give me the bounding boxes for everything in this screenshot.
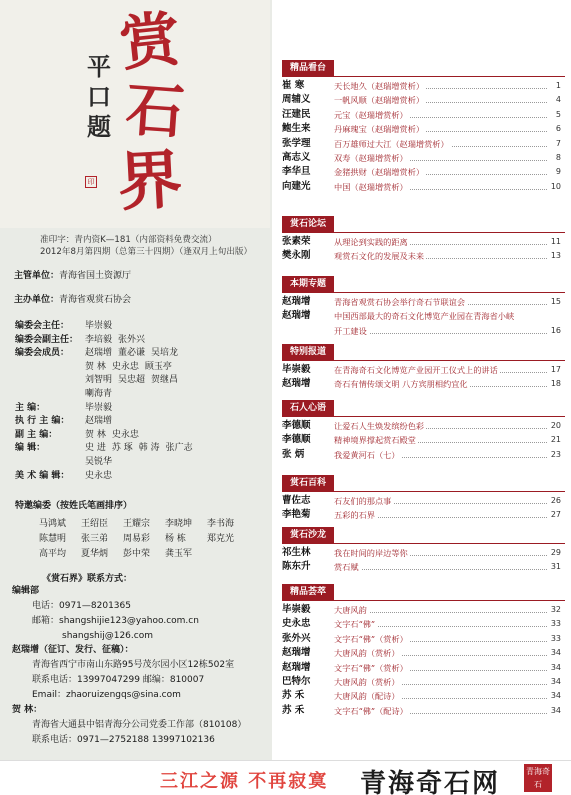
- toc-section-rule: [282, 76, 565, 77]
- editor-row: [15, 442, 199, 456]
- toc-section-rule: [282, 600, 565, 601]
- editor-name: 贺继昌: [151, 375, 179, 386]
- cover-title-char: 石: [123, 75, 187, 147]
- toc-author: 张学理: [282, 137, 311, 149]
- editor-row: [15, 456, 118, 470]
- special-editor-row: [39, 531, 249, 544]
- toc-title: [334, 249, 426, 263]
- special-editor-name: 马鸿斌: [39, 519, 67, 529]
- toc-title: [334, 363, 500, 377]
- toc-title-text: 大唐风韵（配诗）: [334, 691, 400, 702]
- editor-role: 副 主 编：: [15, 429, 58, 440]
- toc-section-rule: [282, 232, 565, 233]
- toc-author: 苏 禾: [282, 704, 305, 716]
- toc-title-text: 奇石有情传颂文明 八方宾朋相约宜化: [334, 379, 468, 390]
- contact-title: 《赏石界》联系方式：: [42, 574, 133, 584]
- toc-author: 赵瑞增: [282, 310, 311, 322]
- editor-name: 李培毅: [85, 334, 113, 345]
- toc-page: 7: [555, 138, 561, 148]
- editor-name: 史永忠: [111, 361, 139, 372]
- cover-title-char: 界: [116, 142, 184, 221]
- toc-entry[interactable]: [282, 151, 561, 165]
- toc-title: [334, 603, 369, 617]
- toc-page: 16: [550, 325, 561, 335]
- toc-author: 巴特尔: [282, 676, 311, 687]
- editor-name: 董必谦: [118, 348, 146, 359]
- editor-role: 编 辑：: [15, 443, 46, 454]
- special-editor-name: 王绍臣: [81, 519, 109, 529]
- toc-title: [334, 122, 426, 136]
- toc-section-rule: [282, 360, 565, 361]
- toc-title-text: 丹麻瑰宝（赵瑞增赏析）: [334, 124, 425, 135]
- toc-title: [334, 377, 470, 391]
- toc-title-text: 让爱石人生焕发缤纷色彩: [334, 421, 425, 431]
- toc-page: 17: [550, 365, 561, 374]
- toc-entry[interactable]: [282, 79, 561, 93]
- toc-title: [334, 661, 410, 675]
- toc-entry[interactable]: [282, 377, 561, 391]
- toc-title: [334, 433, 418, 447]
- editor-name: 刘智明: [85, 375, 113, 386]
- toc-entry[interactable]: [282, 448, 561, 462]
- toc-author: 张 炳: [282, 448, 305, 460]
- zhao-label: 赵瑞增（征订、发行、征稿）：: [12, 645, 134, 655]
- toc-section-rule: [282, 416, 565, 417]
- toc-author: 汪建民: [282, 108, 311, 120]
- watermark-seal: 青海奇石: [524, 764, 552, 792]
- toc-author: 周辅义: [282, 94, 311, 106]
- toc-author: 鲍生来: [282, 123, 311, 135]
- toc-page: 11: [550, 237, 561, 246]
- special-editor-name: 王耀宗: [123, 519, 151, 529]
- editor-name: 贺 林: [85, 429, 106, 440]
- toc-title-text: 开工建设: [334, 325, 367, 336]
- toc-title-text: 文字石“佛”（赏析）: [334, 633, 408, 644]
- toc-page: 1: [555, 81, 561, 90]
- special-editor-name: 张三弟: [81, 534, 109, 544]
- toc-page: 8: [555, 153, 561, 162]
- toc-title-text: 双寿（赵瑞增赏析）: [334, 153, 408, 163]
- toc-title-text: 文字石“佛”: [334, 619, 376, 630]
- toc-author: 樊永刚: [282, 250, 311, 262]
- special-editor-row: [39, 516, 249, 529]
- toc-author: 陈东升: [282, 561, 311, 573]
- toc-section-header: 特别报道: [282, 344, 334, 360]
- editor-name: 史永忠: [85, 470, 113, 481]
- toc-entry[interactable]: [282, 603, 561, 617]
- toc-entry[interactable]: [282, 689, 561, 703]
- editor-row: [15, 334, 151, 348]
- toc-entry[interactable]: [282, 122, 561, 136]
- toc-page: 21: [550, 435, 561, 445]
- toc-title: [334, 560, 361, 574]
- toc-section-header: 赏石沙龙: [282, 527, 334, 543]
- toc-page: 34: [550, 691, 561, 701]
- toc-author: 张素荣: [282, 236, 311, 247]
- toc-title: [334, 79, 426, 93]
- special-editor-name: 彭中荣: [123, 549, 151, 559]
- toc-author: 李德顺: [282, 434, 311, 446]
- toc-page: 31: [550, 562, 561, 572]
- toc-page: 15: [550, 297, 561, 306]
- zhao-phone: 联系电话：13997047299 邮编：810007: [32, 675, 205, 685]
- toc-page: 27: [550, 510, 561, 520]
- toc-title: [334, 137, 451, 151]
- editor-row: [15, 415, 118, 429]
- editor-role: 主 编：: [15, 402, 46, 413]
- toc-entry[interactable]: [282, 632, 561, 646]
- special-editor-name: 李晓坤: [165, 519, 193, 529]
- toc-author: 高志义: [282, 152, 311, 163]
- toc-entry[interactable]: [282, 363, 561, 377]
- zhao-address: 青海省西宁市南山东路95号茂尔园小区12栋502室: [32, 660, 235, 670]
- toc-entry[interactable]: [282, 93, 561, 107]
- he-label: 贺 林：: [12, 705, 43, 715]
- permit-info: [0, 234, 270, 258]
- toc-entry[interactable]: [282, 137, 561, 151]
- toc-author: 史永忠: [282, 618, 311, 630]
- editor-role: 编委会副主任：: [15, 334, 79, 345]
- toc-page: 13: [550, 251, 561, 261]
- toc-title-text: 大唐风韵: [334, 605, 367, 615]
- editor-row: [15, 347, 184, 361]
- toc-title: [334, 546, 410, 560]
- org-value: 青海省国土资源厅: [59, 271, 132, 281]
- permit-line: 准印字：青内资K—181（内部资料免费交流）: [40, 235, 217, 245]
- toc-title-text: 大唐风韵（赏析）: [334, 648, 400, 659]
- toc-page: 10: [550, 181, 561, 191]
- editor-role: 美 术 编 辑：: [15, 470, 70, 481]
- toc-page: 34: [550, 662, 561, 672]
- editor-name: 张外兴: [118, 334, 146, 345]
- toc-title-text: 中国西部最大的奇石文化博览产业园在青海省小峡: [334, 311, 515, 322]
- toc-entry[interactable]: [282, 180, 561, 194]
- editorial-email-2[interactable]: shangshij@126.com: [62, 631, 153, 641]
- toc-author: 苏 禾: [282, 690, 305, 702]
- editor-row: [15, 388, 118, 402]
- org-value: 青海省观赏石协会: [59, 295, 132, 305]
- toc-page: 34: [550, 705, 561, 715]
- toc-page: 32: [550, 605, 561, 614]
- toc-page: 26: [550, 496, 561, 505]
- toc-title-text: 中国（赵瑞增赏析）: [334, 181, 408, 192]
- toc-title: [334, 617, 377, 631]
- toc-title: [334, 180, 410, 194]
- editor-row: [15, 374, 184, 388]
- editor-row: [15, 470, 118, 484]
- toc-entry[interactable]: [282, 617, 561, 631]
- toc-title-text: 观赏石文化的发展及未来: [334, 251, 425, 262]
- editor-role: 编委会成员：: [15, 348, 70, 359]
- toc-entry[interactable]: [282, 108, 561, 122]
- editorial-label: 编辑部: [12, 586, 40, 596]
- special-editors-title: 特邀编委（按姓氏笔画排序）: [15, 501, 133, 511]
- toc-entry[interactable]: [282, 675, 561, 689]
- toc-page: 33: [550, 633, 561, 643]
- toc-title-text: 精神境界撑起赏石殿堂: [334, 435, 416, 446]
- toc-title-text: 金猪拱财（赵瑞增赏析）: [334, 167, 425, 178]
- toc-page: 33: [550, 619, 561, 629]
- toc-page: 6: [555, 124, 561, 134]
- toc-title-text: 青海省观赏石协会举行奇石节联谊会: [334, 297, 466, 307]
- toc-title: [334, 494, 393, 508]
- toc-section-rule: [282, 543, 565, 544]
- special-editor-name: 杨 栋: [165, 534, 186, 544]
- toc-entry[interactable]: [282, 560, 561, 574]
- toc-page: 5: [555, 109, 561, 119]
- toc-author: 向建光: [282, 180, 311, 192]
- toc-title-text: 我在时间的岸边等你: [334, 548, 408, 558]
- toc-page: 18: [550, 379, 561, 389]
- editor-name: 史永忠: [111, 429, 139, 440]
- toc-section-header: 本期专题: [282, 276, 334, 292]
- toc-page: 29: [550, 548, 561, 557]
- editor-name: 苏 琢: [111, 443, 133, 454]
- toc-entry[interactable]: [282, 324, 561, 338]
- toc-author: 赵瑞增: [282, 647, 311, 659]
- special-editor-row: [39, 546, 207, 559]
- seal-stamp: 印: [85, 176, 97, 188]
- toc-title-text: 元宝（赵瑞增赏析）: [334, 109, 408, 120]
- editor-name: 毕崇毅: [85, 321, 113, 331]
- editor-name: 吴锐华: [85, 457, 113, 467]
- toc-page: 34: [550, 677, 561, 686]
- editor-row: [15, 320, 118, 334]
- he-address: 青海省大通县中铝青海分公司党委工作部（810108）: [32, 720, 247, 730]
- toc-title-text: 在青海奇石文化博览产业园开工仪式上的讲话: [334, 365, 498, 375]
- toc-entry[interactable]: [282, 165, 561, 179]
- toc-entry[interactable]: [282, 419, 561, 433]
- editor-name: 张广志: [165, 443, 193, 454]
- toc-entry[interactable]: [282, 508, 561, 522]
- toc-title: [334, 675, 402, 689]
- toc-title-text: 我爱黄河石（七）: [334, 449, 400, 460]
- special-editor-name: 夏华炳: [81, 549, 109, 559]
- editor-role: 执 行 主 编：: [15, 416, 70, 427]
- toc-title-text: 石友们的那点事: [334, 496, 392, 506]
- toc-title-text: 文字石“佛”（配诗）: [334, 705, 408, 716]
- toc-author: 李华旦: [282, 166, 311, 178]
- toc-author: 赵瑞增: [282, 661, 311, 673]
- org-label: 主管单位：: [14, 271, 60, 281]
- special-editors: [15, 499, 132, 513]
- toc-author: 张外兴: [282, 632, 311, 644]
- toc-title: [334, 108, 410, 122]
- special-editor-name: 高平均: [39, 549, 67, 559]
- toc-title: [334, 309, 516, 323]
- toc-page: 20: [550, 421, 561, 430]
- footer-banner: [0, 760, 571, 795]
- toc-author: 毕崇毅: [282, 364, 311, 375]
- cover-art: [0, 0, 270, 228]
- toc-section-header: 精品荟萃: [282, 584, 334, 600]
- special-editor-name: 陈慧明: [39, 534, 67, 544]
- toc-title-text: 一帆风顺（赵瑞增赏析）: [334, 95, 425, 106]
- editor-name: 毕崇毅: [85, 402, 113, 413]
- special-editor-name: 郑克光: [207, 534, 235, 544]
- editor-row: [15, 429, 145, 443]
- toc-entry[interactable]: [282, 309, 561, 323]
- toc-entry[interactable]: [282, 661, 561, 675]
- site-watermark: 青海奇石网: [360, 769, 501, 795]
- editor-name: 赵瑞增: [85, 416, 113, 427]
- issue-line: 2012年8月第四期（总第三十四期）（逢双月上旬出版）: [40, 247, 253, 257]
- toc-title: [334, 93, 426, 107]
- special-editor-name: 周易彩: [123, 534, 151, 544]
- toc-author: 曹佐志: [282, 495, 311, 506]
- zhao-email[interactable]: Email：zhaoruizengqs@sina.com: [32, 690, 181, 700]
- toc-title: [334, 632, 410, 646]
- toc-author: 毕崇毅: [282, 604, 311, 615]
- toc-title: [334, 508, 377, 522]
- slogan: 三江之源 不再寂寞: [160, 771, 329, 792]
- toc-title: [334, 295, 467, 309]
- toc-section-rule: [282, 292, 565, 293]
- toc-entry[interactable]: [282, 433, 561, 447]
- toc-title: [334, 646, 402, 660]
- editor-role: 编委会主任：: [15, 321, 70, 331]
- toc-author: 祁生林: [282, 547, 311, 558]
- toc-section-header: 石人心语: [282, 400, 334, 416]
- toc-title: [334, 151, 410, 165]
- toc-title: [334, 704, 410, 718]
- special-editor-name: 李书海: [207, 519, 235, 529]
- toc-page: 9: [555, 167, 561, 177]
- toc-entry[interactable]: [282, 646, 561, 660]
- toc-title-text: 大唐风韵（赏析）: [334, 677, 400, 687]
- editor-name: 喇海青: [85, 389, 113, 399]
- table-of-contents: [272, 0, 571, 760]
- editorial-email-1[interactable]: 邮箱：shangshijie123@yahoo.com.cn: [32, 616, 199, 626]
- toc-author: 李艳菊: [282, 509, 311, 521]
- toc-page: 23: [550, 449, 561, 459]
- toc-author: 赵瑞增: [282, 378, 311, 390]
- editor-name: 韩 涛: [138, 443, 160, 454]
- he-phone: 联系电话：0971—2752188 13997102136: [32, 735, 215, 745]
- toc-entry[interactable]: [282, 546, 561, 560]
- editor-name: 吴培龙: [151, 348, 179, 359]
- cover-title-char: 赏: [116, 4, 184, 80]
- toc-entry[interactable]: [282, 704, 561, 718]
- toc-section-header: 赏石百科: [282, 475, 334, 491]
- toc-entry[interactable]: [282, 295, 561, 309]
- toc-author: 赵瑞增: [282, 296, 311, 307]
- editor-name: 赵瑞增: [85, 348, 113, 359]
- editor-row: [15, 402, 118, 416]
- editor-name: 贺 林: [85, 361, 106, 372]
- toc-entry[interactable]: [282, 235, 561, 249]
- special-editor-name: 龚玉军: [165, 549, 193, 559]
- toc-title: [334, 419, 426, 433]
- toc-title-text: 五彩的石界: [334, 510, 375, 521]
- editorial-phone: 电话：0971—8201365: [32, 601, 131, 611]
- toc-title-text: 从理论到实践的距离: [334, 237, 408, 247]
- toc-author: 崔 寒: [282, 80, 305, 91]
- org-row: [14, 294, 131, 307]
- toc-section-header: 赏石论坛: [282, 216, 334, 232]
- toc-entry[interactable]: [282, 494, 561, 508]
- toc-title-text: 百万雄师过大江（赵瑞增赏析）: [334, 138, 449, 149]
- toc-title-text: 文字石“佛”（赏析）: [334, 662, 408, 673]
- editor-name: 吴忠超: [118, 375, 146, 386]
- calligraphy-signature: 平口题: [87, 52, 111, 141]
- toc-section-header: 精品看台: [282, 60, 334, 76]
- toc-title-text: 天长地久（赵瑞增赏析）: [334, 81, 425, 91]
- toc-page: 4: [555, 95, 561, 105]
- toc-title: [334, 324, 369, 338]
- toc-title: [334, 235, 410, 249]
- toc-author: 李德顺: [282, 420, 311, 431]
- toc-title: [334, 448, 402, 462]
- editor-name: 顾玉亭: [144, 361, 172, 372]
- toc-entry[interactable]: [282, 249, 561, 263]
- org-label: 主办单位：: [14, 295, 60, 305]
- toc-title: [334, 689, 402, 703]
- toc-page: 34: [550, 648, 561, 658]
- org-row: [14, 270, 131, 283]
- editor-name: 史 进: [85, 443, 106, 454]
- toc-title-text: 赏石赋: [334, 562, 359, 573]
- editor-row: [15, 361, 178, 375]
- toc-title: [334, 165, 426, 179]
- toc-section-rule: [282, 491, 565, 492]
- toc-leader: [334, 569, 547, 570]
